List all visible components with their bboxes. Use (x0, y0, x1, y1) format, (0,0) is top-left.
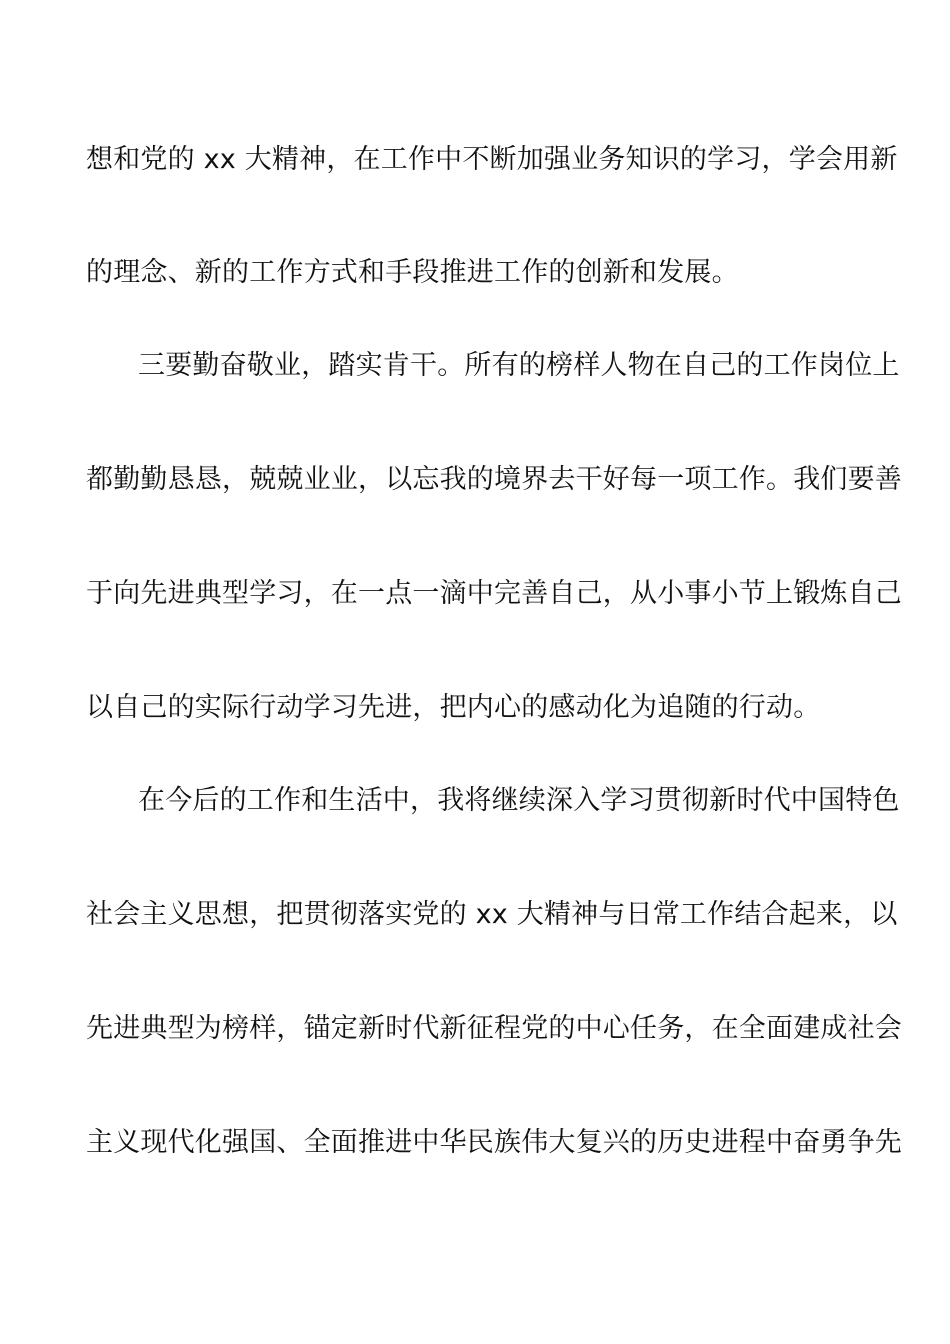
paragraph-line: 都勤勤恳恳，兢兢业业，以忘我的境界去干好每一项工作。我们要善 (86, 464, 902, 495)
paragraph-line: 于向先进典型学习，在一点一滴中完善自己，从小事小节上锻炼自己 (86, 578, 902, 609)
paragraph-line: 先进典型为榜样，锚定新时代新征程党的中心任务，在全面建成社会 (86, 1013, 902, 1044)
paragraph-line: 三要勤奋敬业，踏实肯干。所有的榜样人物在自己的工作岗位上 (138, 350, 900, 381)
paragraph-line: 的理念、新的工作方式和手段推进工作的创新和发展。 (86, 257, 739, 288)
paragraph-line: 在今后的工作和生活中，我将继续深入学习贯彻新时代中国特色 (138, 785, 900, 816)
paragraph-line: 想和党的 xx 大精神，在工作中不断加强业务知识的学习，学会用新 (86, 144, 898, 175)
paragraph-line: 以自己的实际行动学习先进，把内心的感动化为追随的行动。 (86, 692, 821, 723)
paragraph-line: 社会主义思想，把贯彻落实党的 xx 大精神与日常工作结合起来，以 (86, 899, 898, 930)
paragraph-line: 主义现代化强国、全面推进中华民族伟大复兴的历史进程中奋勇争先 (86, 1127, 902, 1158)
